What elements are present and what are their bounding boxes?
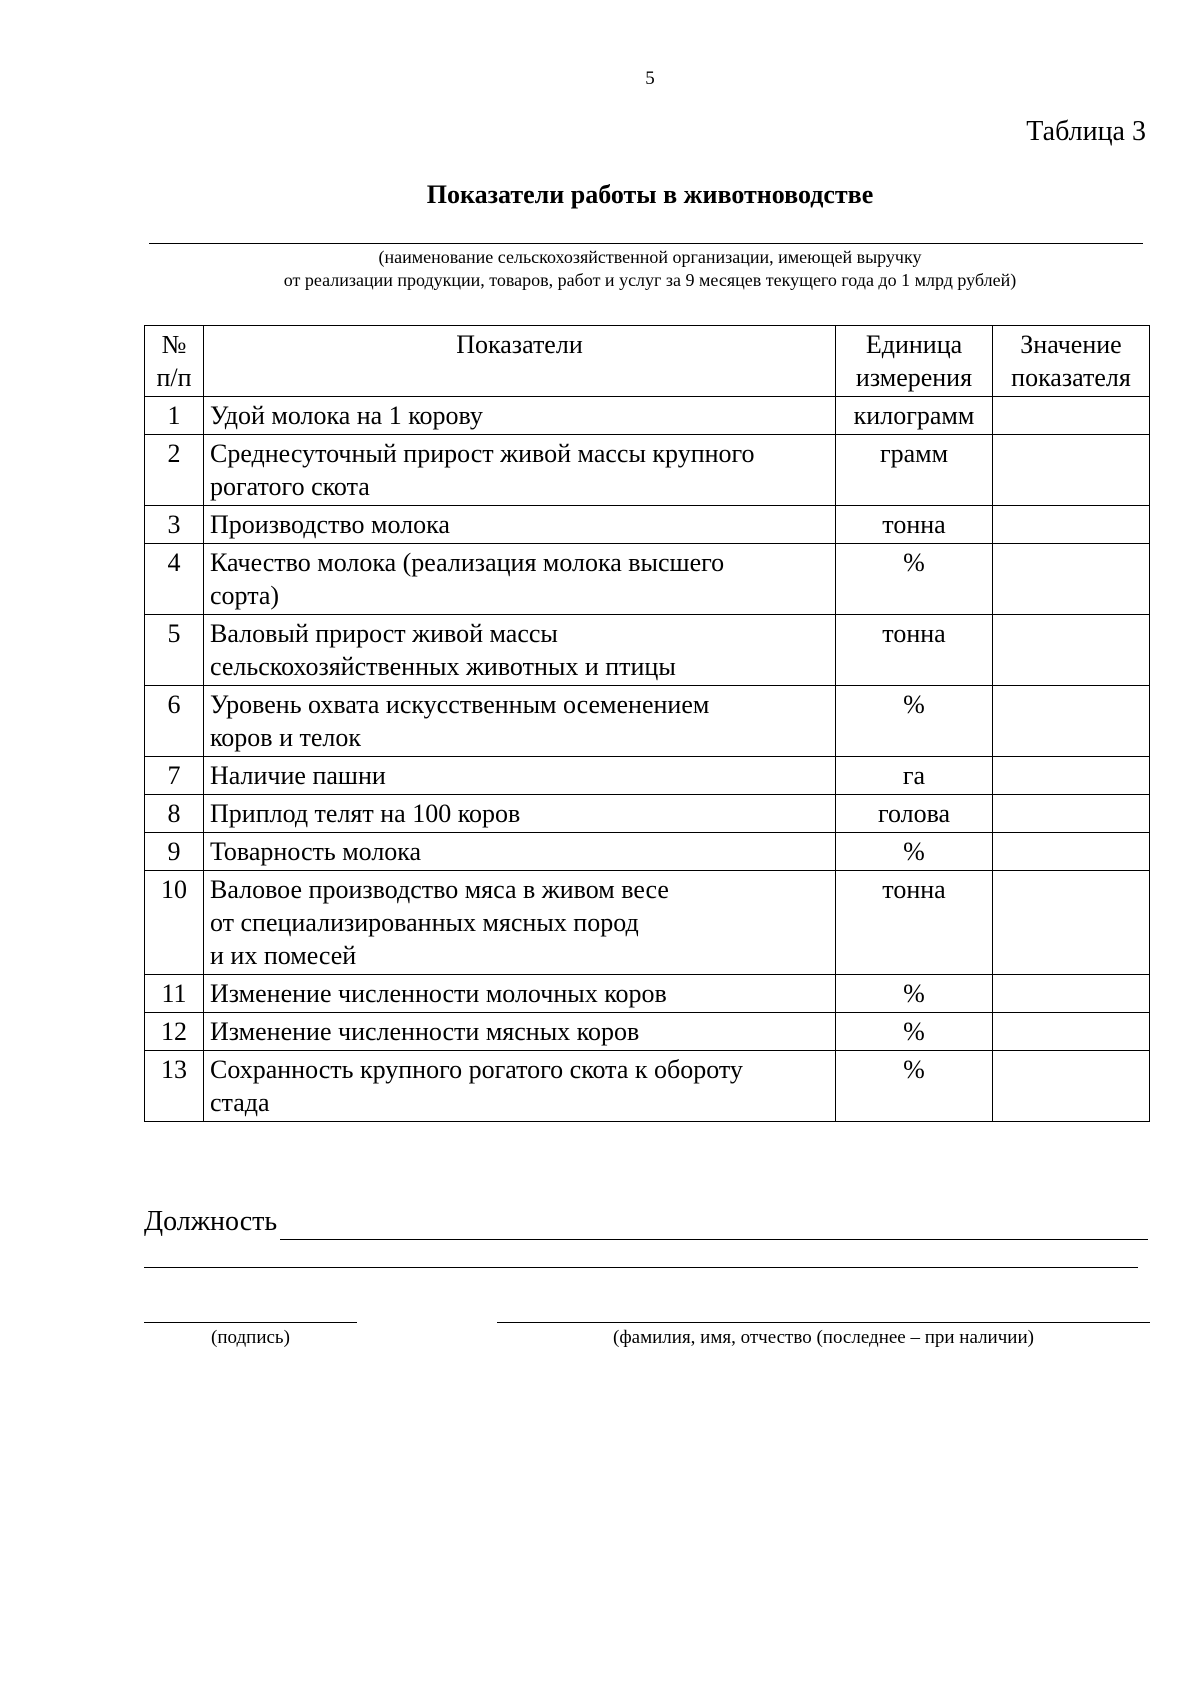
table-row: [145, 795, 1150, 833]
row-indicator-line1: Валовый прирост живой массы: [210, 619, 558, 648]
full-name-line[interactable]: [497, 1322, 1150, 1323]
row-number: 11: [145, 975, 204, 1013]
row-indicator-line1: Качество молока (реализация молока высшего: [210, 548, 725, 577]
position-input-line[interactable]: [280, 1239, 1148, 1240]
table-row: [145, 397, 1150, 435]
row-number: 8: [145, 795, 204, 833]
header-number-line1: №: [161, 330, 187, 359]
row-value-cell[interactable]: [993, 435, 1150, 506]
position-label: Должность: [144, 1206, 278, 1237]
row-value-cell[interactable]: [993, 975, 1150, 1013]
table-row: [145, 757, 1150, 795]
row-indicator-line3: и их помесей: [210, 941, 357, 970]
row-value-cell[interactable]: [993, 686, 1150, 757]
header-indicator: [204, 326, 836, 397]
row-unit: %: [836, 975, 993, 1013]
row-unit: грамм: [836, 435, 993, 506]
row-indicator: [204, 871, 836, 975]
row-unit: голова: [836, 795, 993, 833]
row-indicator: Изменение численности молочных коров: [204, 975, 836, 1013]
row-number: 12: [145, 1013, 204, 1051]
indicators-table: [144, 325, 1150, 1122]
header-unit-line1: Единица: [865, 330, 963, 359]
table-row: [145, 833, 1150, 871]
signature-caption: (подпись): [211, 1327, 290, 1348]
table-header-row: [145, 326, 1150, 397]
table-row: [145, 975, 1150, 1013]
table-row: [145, 1013, 1150, 1051]
row-unit: %: [836, 544, 993, 615]
position-field: [144, 1206, 1148, 1246]
row-indicator: [204, 686, 836, 757]
row-unit: %: [836, 1013, 993, 1051]
signature-line[interactable]: [144, 1322, 357, 1323]
row-indicator: [204, 615, 836, 686]
row-unit: килограмм: [836, 397, 993, 435]
row-unit: тонна: [836, 615, 993, 686]
row-value-cell[interactable]: [993, 871, 1150, 975]
row-value-cell[interactable]: [993, 757, 1150, 795]
row-value-cell[interactable]: [993, 1013, 1150, 1051]
row-unit: тонна: [836, 871, 993, 975]
table-row: [145, 544, 1150, 615]
page-number: 5: [645, 68, 655, 89]
full-name-caption: (фамилия, имя, отчество (последнее – при наличии): [613, 1327, 1034, 1348]
row-indicator-line2: сорта): [210, 581, 280, 610]
row-value-cell[interactable]: [993, 506, 1150, 544]
row-number: 9: [145, 833, 204, 871]
row-value-cell[interactable]: [993, 1051, 1150, 1122]
header-unit: [836, 326, 993, 397]
row-indicator-line1: Среднесуточный прирост живой массы крупного: [210, 439, 755, 468]
row-indicator: Изменение численности мясных коров: [204, 1013, 836, 1051]
row-number: 4: [145, 544, 204, 615]
row-unit: %: [836, 1051, 993, 1122]
table-label: Таблица 3: [1026, 116, 1146, 147]
row-number: 3: [145, 506, 204, 544]
row-indicator-line2: коров и телок: [210, 723, 362, 752]
row-indicator: Производство молока: [204, 506, 836, 544]
row-indicator-line2: рогатого скота: [210, 472, 370, 501]
organization-caption-line1: (наименование сельскохозяйственной организации, имеющей выручку: [378, 247, 922, 267]
row-indicator-line1: Сохранность крупного рогатого скота к обороту: [210, 1055, 743, 1084]
organization-caption-line2: от реализации продукции, товаров, работ и услуг за 9 месяцев текущего года до 1 млрд рублей): [283, 270, 1017, 290]
organization-caption: [0, 246, 1200, 292]
row-indicator: Товарность молока: [204, 833, 836, 871]
table-row: [145, 506, 1150, 544]
organization-name-line: [149, 243, 1143, 244]
row-indicator: Приплод телят на 100 коров: [204, 795, 836, 833]
table-row: [145, 686, 1150, 757]
row-unit: %: [836, 833, 993, 871]
table-row: [145, 871, 1150, 975]
row-indicator-line2: стада: [210, 1088, 270, 1117]
header-value-line2: показателя: [1011, 363, 1131, 392]
row-indicator-line1: Уровень охвата искусственным осеменением: [210, 690, 710, 719]
row-indicator: Наличие пашни: [204, 757, 836, 795]
row-number: 2: [145, 435, 204, 506]
header-unit-line2: измерения: [855, 363, 973, 392]
row-indicator: [204, 544, 836, 615]
position-input-line-2[interactable]: [144, 1267, 1138, 1268]
row-indicator: [204, 1051, 836, 1122]
row-indicator-line2: сельскохозяйственных животных и птицы: [210, 652, 676, 681]
row-number: 10: [145, 871, 204, 975]
row-indicator-line2: от специализированных мясных пород: [210, 908, 639, 937]
document-title: Показатели работы в животноводстве: [426, 180, 874, 209]
row-value-cell[interactable]: [993, 833, 1150, 871]
header-value: [993, 326, 1150, 397]
header-number: [145, 326, 204, 397]
table-row: [145, 1051, 1150, 1122]
row-indicator: Удой молока на 1 корову: [204, 397, 836, 435]
row-indicator-line1: Валовое производство мяса в живом весе: [210, 875, 669, 904]
header-number-line2: п/п: [156, 363, 192, 392]
row-number: 5: [145, 615, 204, 686]
row-number: 6: [145, 686, 204, 757]
row-unit: га: [836, 757, 993, 795]
row-value-cell[interactable]: [993, 795, 1150, 833]
row-unit: тонна: [836, 506, 993, 544]
row-number: 7: [145, 757, 204, 795]
row-number: 1: [145, 397, 204, 435]
header-value-line1: Значение: [1020, 330, 1122, 359]
row-number: 13: [145, 1051, 204, 1122]
table-row: [145, 615, 1150, 686]
table-row: [145, 435, 1150, 506]
row-value-cell[interactable]: [993, 544, 1150, 615]
row-value-cell[interactable]: [993, 615, 1150, 686]
row-unit: %: [836, 686, 993, 757]
row-value-cell[interactable]: [993, 397, 1150, 435]
row-indicator: [204, 435, 836, 506]
header-indicator-label: Показатели: [456, 330, 583, 359]
